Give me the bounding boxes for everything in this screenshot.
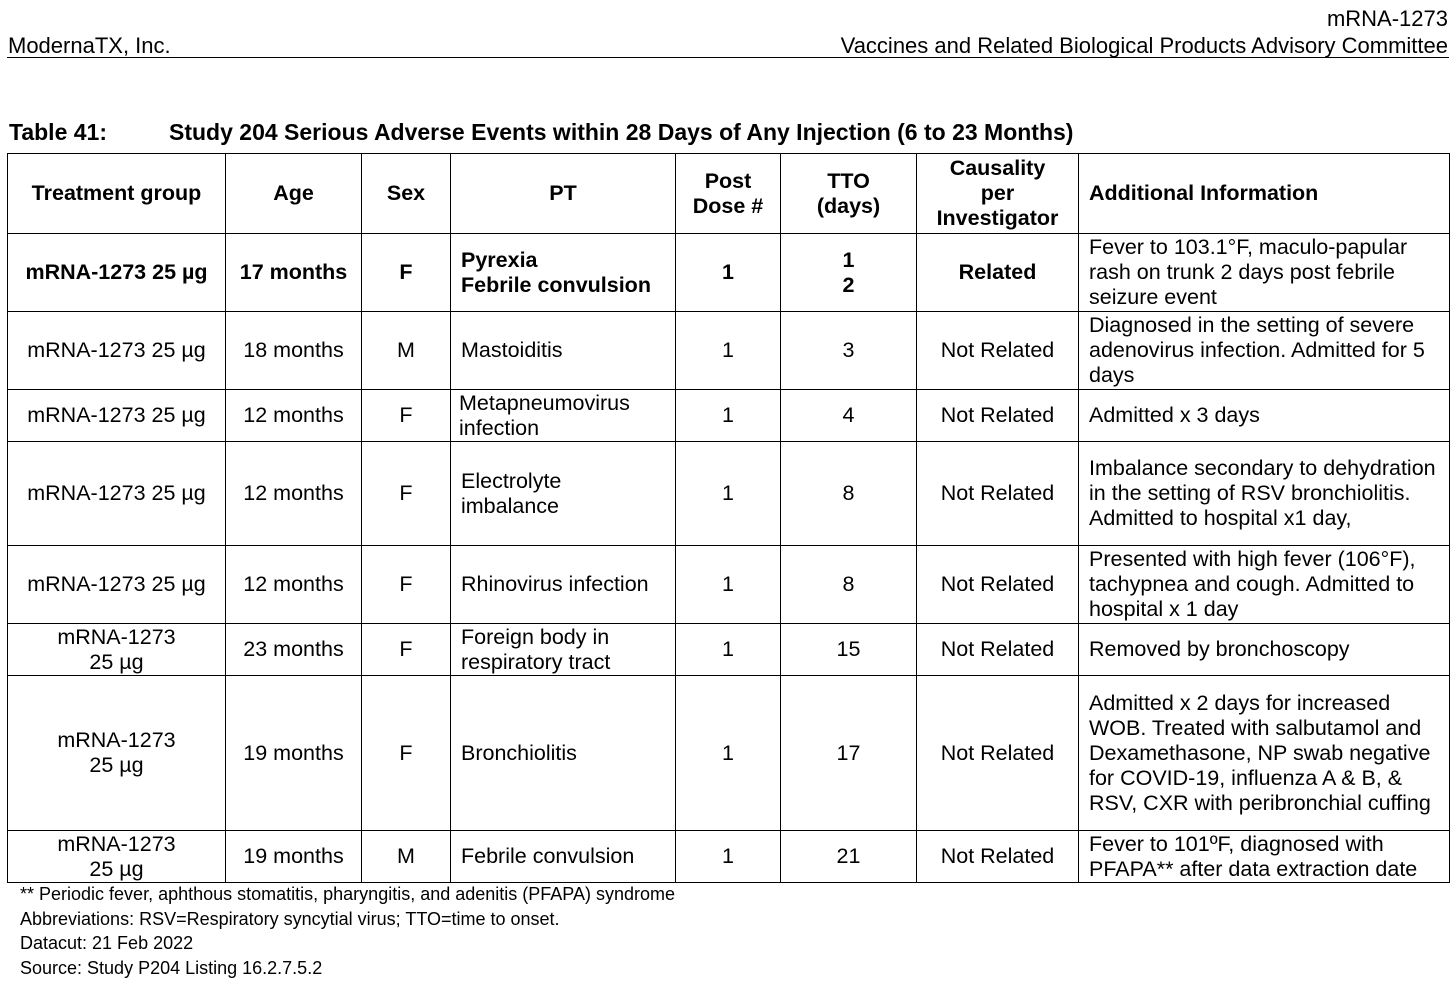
col-header-tto: TTO (days) xyxy=(781,154,917,234)
cell-pt: Metapneumovirus infection xyxy=(451,390,676,442)
cell-causality: Not Related xyxy=(917,442,1079,546)
table-row xyxy=(8,442,1450,546)
table-row xyxy=(8,676,1450,831)
cell-age: 23 months xyxy=(226,624,362,676)
company-name: ModernaTX, Inc. xyxy=(8,33,171,58)
table-number: Table 41: xyxy=(9,119,107,145)
footnotes xyxy=(20,882,675,980)
cell-post-dose: 1 xyxy=(676,831,781,883)
cell-pt: Febrile convulsion xyxy=(451,831,676,883)
table-row xyxy=(8,312,1450,390)
cell-pt: Electrolyte imbalance xyxy=(451,442,676,546)
cell-sex: F xyxy=(362,546,451,624)
cell-pt: Pyrexia Febrile convulsion xyxy=(451,234,676,312)
col-header-sex: Sex xyxy=(362,154,451,234)
cell-sex: M xyxy=(362,312,451,390)
cell-pt: Foreign body in respiratory tract xyxy=(451,624,676,676)
col-header-age: Age xyxy=(226,154,362,234)
cell-sex: F xyxy=(362,624,451,676)
table-row xyxy=(8,831,1450,883)
footnote-source: Source: Study P204 Listing 16.2.7.5.2 xyxy=(20,957,323,978)
cell-causality: Not Related xyxy=(917,831,1079,883)
cell-post-dose: 1 xyxy=(676,546,781,624)
col-header-additional-info: Additional Information xyxy=(1079,154,1450,234)
table-title: Study 204 Serious Adverse Events within 28 Days of Any Injection (6 to 23 Months) xyxy=(169,119,1074,145)
cell-treatment-group: mRNA-1273 25 µg xyxy=(8,312,226,390)
cell-tto: 17 xyxy=(781,676,917,831)
header-divider xyxy=(7,57,1449,58)
footnote-pfapa: ** Periodic fever, aphthous stomatitis, pharyngitis, and adenitis (PFAPA) syndrome xyxy=(20,884,675,904)
cell-tto: 1 2 xyxy=(781,234,917,312)
col-header-post-dose: Post Dose # xyxy=(676,154,781,234)
cell-additional-info: Fever to 103.1°F, maculo-papular rash on trunk 2 days post febrile seizure event xyxy=(1079,234,1450,312)
cell-age: 17 months xyxy=(226,234,362,312)
cell-treatment-group: mRNA-1273 25 µg xyxy=(8,624,226,676)
col-header-causality: Causality per Investigator xyxy=(917,154,1079,234)
cell-pt: Rhinovirus infection xyxy=(451,546,676,624)
cell-causality: Not Related xyxy=(917,312,1079,390)
cell-treatment-group: mRNA-1273 25 µg xyxy=(8,234,226,312)
committee-name: Vaccines and Related Biological Products Advisory Committee xyxy=(840,33,1448,58)
table-row xyxy=(8,546,1450,624)
product-name: mRNA-1273 xyxy=(1326,6,1448,31)
cell-sex: F xyxy=(362,676,451,831)
table-row xyxy=(8,234,1450,312)
cell-additional-info: Admitted x 3 days xyxy=(1079,390,1450,442)
footnote-datacut: Datacut: 21 Feb 2022 xyxy=(20,933,194,954)
cell-sex: F xyxy=(362,442,451,546)
cell-treatment-group: mRNA-1273 25 µg xyxy=(8,390,226,442)
col-header-pt: PT xyxy=(451,154,676,234)
cell-causality: Not Related xyxy=(917,546,1079,624)
cell-post-dose: 1 xyxy=(676,312,781,390)
cell-age: 12 months xyxy=(226,390,362,442)
cell-causality: Not Related xyxy=(917,390,1079,442)
cell-tto: 15 xyxy=(781,624,917,676)
cell-treatment-group: mRNA-1273 25 µg xyxy=(8,442,226,546)
cell-tto: 21 xyxy=(781,831,917,883)
cell-age: 19 months xyxy=(226,676,362,831)
cell-treatment-group: mRNA-1273 25 µg xyxy=(8,831,226,883)
cell-age: 12 months xyxy=(226,442,362,546)
cell-post-dose: 1 xyxy=(676,442,781,546)
table-row xyxy=(8,390,1450,442)
cell-tto: 3 xyxy=(781,312,917,390)
cell-post-dose: 1 xyxy=(676,390,781,442)
cell-post-dose: 1 xyxy=(676,624,781,676)
cell-treatment-group: mRNA-1273 25 µg xyxy=(8,676,226,831)
cell-treatment-group: mRNA-1273 25 µg xyxy=(8,546,226,624)
footnote-abbreviations: Abbreviations: RSV=Respiratory syncytial virus; TTO=time to onset. xyxy=(20,908,560,929)
cell-additional-info: Imbalance secondary to dehydration in the setting of RSV bronchiolitis. Admitted to hospital x1 day, xyxy=(1079,442,1450,546)
cell-sex: F xyxy=(362,390,451,442)
cell-age: 12 months xyxy=(226,546,362,624)
cell-pt: Bronchiolitis xyxy=(451,676,676,831)
cell-sex: F xyxy=(362,234,451,312)
cell-sex: M xyxy=(362,831,451,883)
cell-tto: 4 xyxy=(781,390,917,442)
cell-additional-info: Fever to 101ºF, diagnosed with PFAPA** after data extraction date xyxy=(1079,831,1450,883)
cell-post-dose: 1 xyxy=(676,234,781,312)
cell-post-dose: 1 xyxy=(676,676,781,831)
cell-causality: Not Related xyxy=(917,676,1079,831)
adverse-events-table xyxy=(7,153,1450,883)
cell-additional-info: Presented with high fever (106°F), tachypnea and cough. Admitted to hospital x 1 day xyxy=(1079,546,1450,624)
cell-tto: 8 xyxy=(781,546,917,624)
cell-tto: 8 xyxy=(781,442,917,546)
table-caption xyxy=(9,119,1073,146)
cell-age: 19 months xyxy=(226,831,362,883)
cell-additional-info: Removed by bronchoscopy xyxy=(1079,624,1450,676)
cell-age: 18 months xyxy=(226,312,362,390)
col-header-treatment-group: Treatment group xyxy=(8,154,226,234)
cell-pt: Mastoiditis xyxy=(451,312,676,390)
cell-causality: Not Related xyxy=(917,624,1079,676)
cell-additional-info: Admitted x 2 days for increased WOB. Treated with salbutamol and Dexamethasone, NP swab negative for COVID-19, influenza A & B, & RSV, CXR with peribronchial cuffing xyxy=(1079,676,1450,831)
table-row xyxy=(8,624,1450,676)
cell-causality: Related xyxy=(917,234,1079,312)
table-header-row xyxy=(8,154,1450,234)
cell-additional-info: Diagnosed in the setting of severe adenovirus infection. Admitted for 5 days xyxy=(1079,312,1450,390)
